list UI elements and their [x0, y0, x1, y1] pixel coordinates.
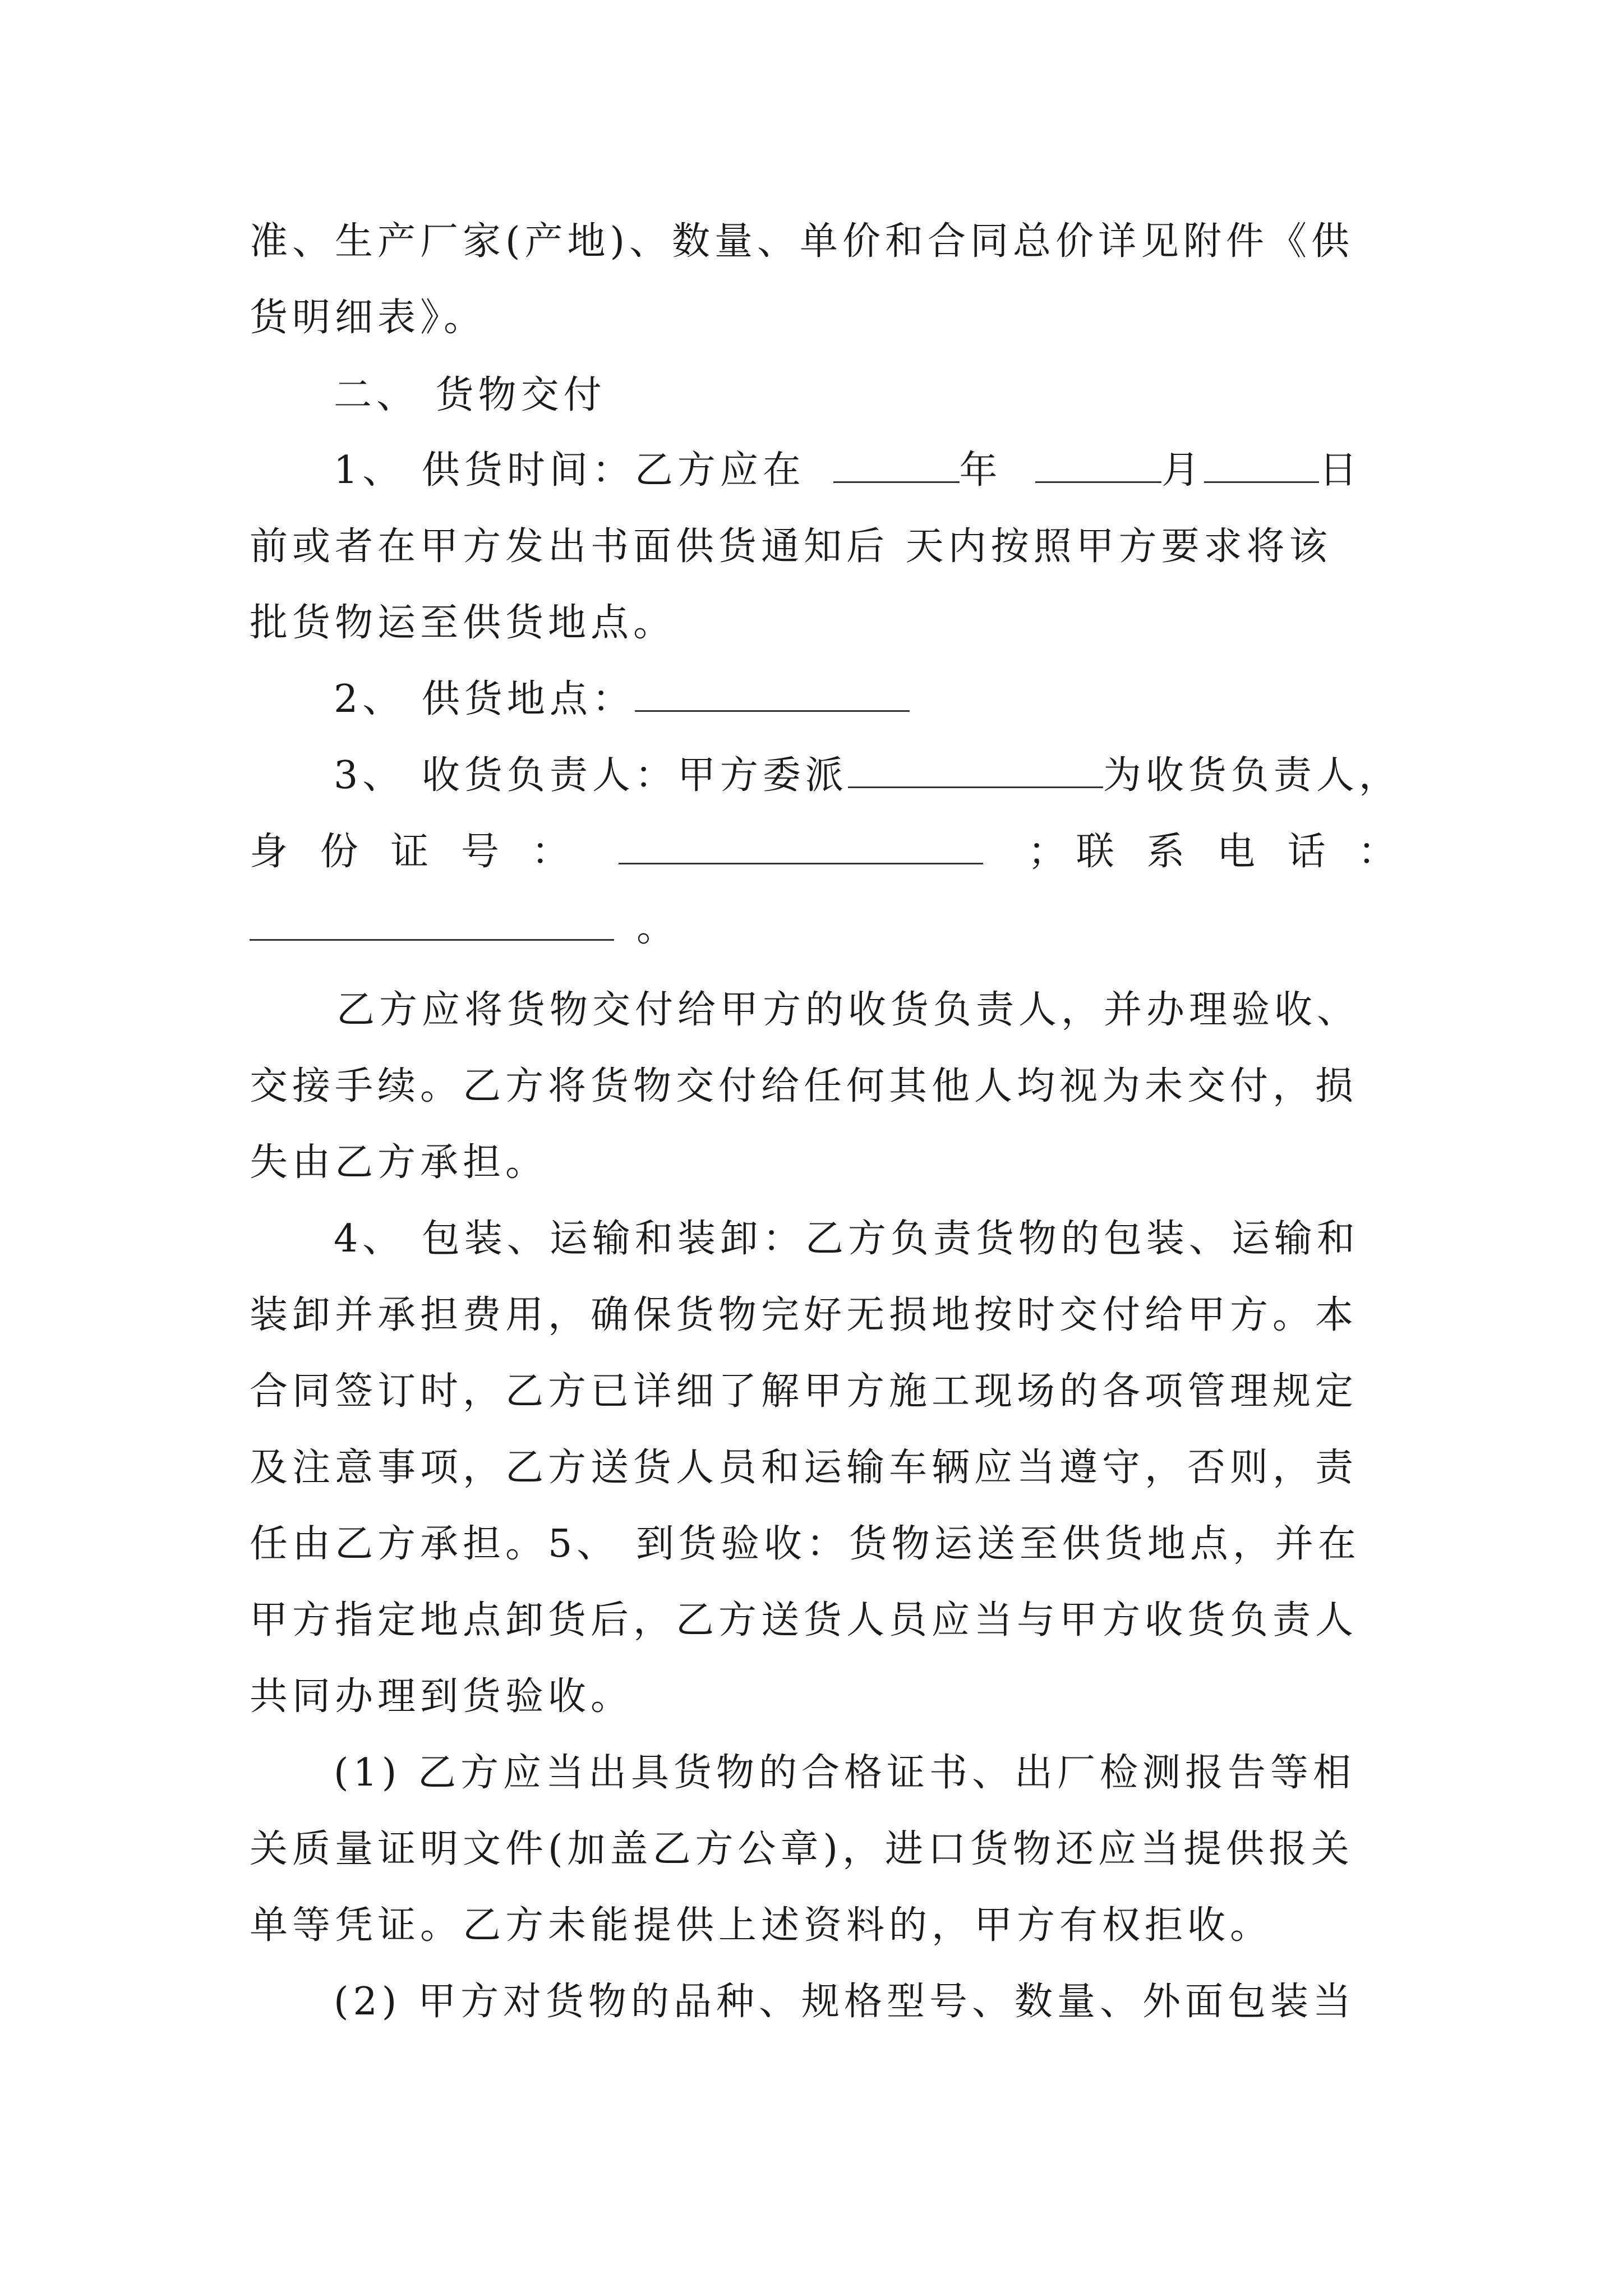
item-3-label: 3、 收货负责人：甲方委派 [334, 753, 848, 798]
item-1-label: 1、 供货时间：乙方应在 [334, 448, 805, 493]
item-2-label: 2、 供货地点： [334, 677, 635, 721]
text-line: (1) 乙方应当出具货物的合格证书、出厂检测报告等相 [334, 1751, 1355, 1795]
day-blank [1204, 447, 1319, 483]
item-1-line [334, 445, 1388, 496]
id-label: 身 份 证 号 ： [250, 830, 580, 874]
month-text: 月 [1161, 448, 1205, 493]
text-line: 批货物运至供货地点。 [250, 601, 676, 645]
text-line: 准、生产厂家(产地)、数量、单价和合同总价详见附件《供 [250, 219, 1354, 264]
text-line: 货明细表》。 [250, 296, 487, 340]
location-blank [635, 675, 910, 712]
id-blank [619, 828, 983, 864]
text-line: (2) 甲方对货物的品种、规格型号、数量、外面包装当 [334, 1980, 1355, 2024]
phone-blank [250, 904, 614, 941]
phone-line [250, 903, 1388, 954]
year-text: 年 [959, 448, 1002, 493]
text-line: 合同签订时，乙方已详细了解甲方施工现场的各项管理规定 [250, 1369, 1358, 1414]
text-line: 关质量证明文件(加盖乙方公章)，进口货物还应当提供报关 [250, 1827, 1354, 1871]
text-line: 甲方指定地点卸货后，乙方送货人员应当与甲方收货负责人 [250, 1598, 1358, 1642]
text-line: 共同办理到货验收。 [250, 1674, 634, 1719]
month-blank [1035, 447, 1161, 483]
phone-label: ；联 系 电 话 ： [1027, 830, 1407, 874]
section-heading: 二、 货物交付 [334, 373, 606, 417]
person-blank [848, 752, 1103, 788]
text-line: 交接手续。乙方将货物交付给任何其他人均视为未交付，损 [250, 1064, 1358, 1108]
text-line: 4、 包装、运输和装卸：乙方负责货物的包装、运输和 [334, 1217, 1359, 1261]
item-3-rest: 为收货负责人， [1103, 753, 1401, 798]
day-text: 日 [1319, 448, 1362, 493]
text-line: 前或者在甲方发出书面供货通知后 天内按照甲方要求将该 [250, 524, 1332, 569]
end-mark: 。 [637, 906, 680, 950]
item-3-line [334, 751, 1401, 801]
text-line: 乙方应将货物交付给甲方的收货负责人，并办理验收、 [336, 988, 1360, 1032]
item-2-line [334, 674, 1388, 725]
text-line: 装卸并承担费用，确保货物完好无损地按时交付给甲方。本 [250, 1293, 1358, 1337]
text-line: 失由乙方承担。 [250, 1140, 548, 1185]
year-blank [833, 447, 960, 483]
id-phone-line [250, 827, 1407, 877]
text-line: 及注意事项，乙方送货人员和运输车辆应当遵守，否则，责 [250, 1446, 1358, 1490]
text-line: 单等凭证。乙方未能提供上述资料的，甲方有权拒收。 [250, 1903, 1273, 1948]
text-line: 任由乙方承担。5、 到货验收：货物运送至供货地点，并在 [250, 1522, 1361, 1566]
